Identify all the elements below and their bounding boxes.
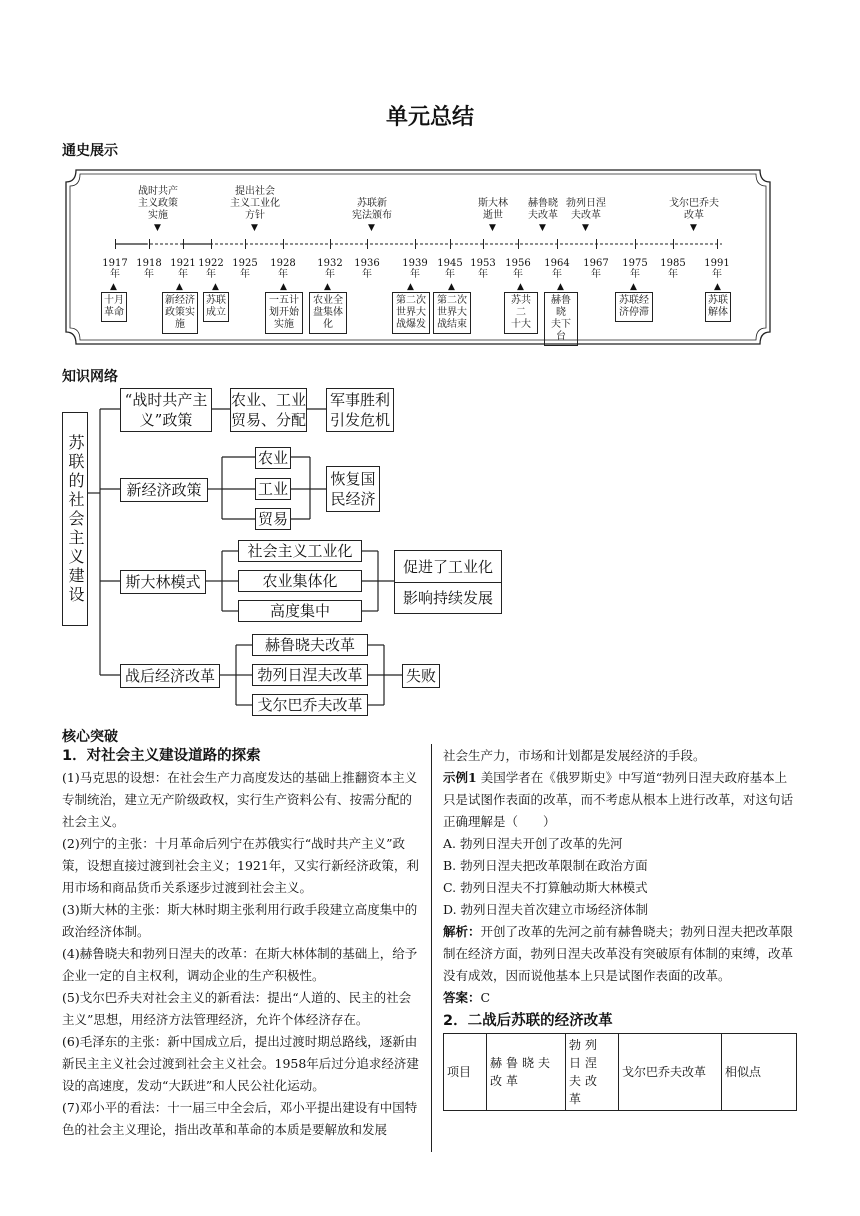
timeline-arrow-down-icon: ▼ <box>154 223 161 233</box>
timeline-year-label: 1991 年 <box>704 258 730 280</box>
timeline-year-label: 1922 年 <box>198 258 224 280</box>
right-continuation: 社会生产力，市场和计划都是发展经济的手段。 <box>443 748 706 763</box>
timeline-arrow-up-icon: ▲ <box>714 282 721 292</box>
answer-label: 答案： <box>443 990 481 1005</box>
example-text: 美国学者在《俄罗斯史》中写道“勃列日涅夫政府基本上只是试图作表面的改革，而不考虑从根本上进行改革，对这句话正确理解是（ ） <box>443 770 794 829</box>
timeline-year-label: 1985 年 <box>660 258 686 280</box>
example-label: 示例1 <box>443 770 477 785</box>
timeline-year-label: 1936 年 <box>354 258 380 280</box>
timeline-lower-event: 十月 革命 <box>101 292 127 322</box>
page-title: 单元总结 <box>385 105 474 130</box>
stalin-result: 促进了工业化 影响持续发展 <box>394 550 502 614</box>
section-core-heading: 核心突破 <box>62 729 118 745</box>
stalin-item-industrialization: 社会主义工业化 <box>238 540 362 562</box>
table-header-cell: 项目 <box>444 1034 487 1111</box>
timeline-arrow-up-icon: ▲ <box>212 282 219 292</box>
timeline-upper-event: 苏联新 宪法颁布 <box>352 198 392 221</box>
timeline-lower-event: 苏共二 十大 <box>504 292 538 334</box>
branch-postwar-reform: 战后经济改革 <box>120 664 220 688</box>
option-b: B. 勃列日涅夫把改革限制在政治方面 <box>443 858 648 873</box>
analysis <box>443 921 797 987</box>
right-heading: 2．二战后苏联的经济改革 <box>443 1013 613 1029</box>
timeline-year-label: 1925 年 <box>232 258 258 280</box>
timeline-lower-event: 一五计 划开始 实施 <box>265 292 303 334</box>
timeline-year-label: 1975 年 <box>622 258 648 280</box>
stalin-item-collectivization: 农业集体化 <box>238 570 362 592</box>
branch-war-communism-areas: 农业、工业贸易、分配 <box>230 388 307 432</box>
timeline-lower-event: 农业全 盘集体 化 <box>309 292 347 334</box>
option-a: A. 勃列日涅夫开创了改革的先河 <box>443 836 623 851</box>
timeline-tick <box>673 239 674 249</box>
timeline-lower-event: 苏联经 济停滞 <box>615 292 653 322</box>
timeline-tick <box>557 239 558 249</box>
option-c: C. 勃列日涅夫不打算触动斯大林模式 <box>443 880 648 895</box>
timeline-tick <box>183 239 184 249</box>
timeline-tick <box>367 239 368 249</box>
left-paragraphs <box>62 767 420 1141</box>
column-divider <box>431 744 432 1152</box>
timeline-arrow-down-icon: ▼ <box>690 223 697 233</box>
timeline-year-label: 1939 年 <box>402 258 428 280</box>
left-paragraph: (6)毛泽东的主张：新中国成立后，提出过渡时期总路线，逐新由新民主主义社会过渡到社会主义社会。1958年后过分追求经济建设的高速度，发动“大跃进”和人民公社化运动。 <box>62 1034 419 1093</box>
timeline-tick <box>717 239 718 249</box>
nep-result: 恢复国民经济 <box>326 466 380 512</box>
timeline-lower-event: 新经济 政策实 施 <box>162 292 198 334</box>
timeline-arrow-down-icon: ▼ <box>251 223 258 233</box>
branch-stalin-model: 斯大林模式 <box>120 570 206 594</box>
right-column <box>443 745 797 1111</box>
timeline-arrow-down-icon: ▼ <box>368 223 375 233</box>
timeline-lower-event: 赫鲁晓 夫下台 <box>544 292 578 346</box>
reform-item-brezhnev: 勃列日涅夫改革 <box>252 664 368 686</box>
left-paragraph: (2)列宁的主张：十月革命后列宁在苏俄实行“战时共产主义”政策，设想直接过渡到社会主义；1921年，又实行新经济政策，利用市场和商品货币关系逐步过渡到社会主义。 <box>62 836 419 895</box>
timeline-lower-event: 苏联 成立 <box>203 292 229 322</box>
left-paragraph: (5)戈尔巴乔夫对社会主义的新看法：提出“人道的、民主的社会主义”思想，用经济方法管理经济，允许个体经济存在。 <box>62 990 412 1027</box>
left-paragraph: (3)斯大林的主张：斯大林时期主张利用行政手段建立高度集中的政治经济体制。 <box>62 902 418 939</box>
network-root-text: 苏联的社会主义建设 <box>66 433 85 605</box>
timeline-lower-event: 苏联 解体 <box>705 292 731 322</box>
timeline-year-label: 1967 年 <box>583 258 609 280</box>
analysis-label: 解析： <box>443 924 481 939</box>
timeline-upper-event: 勃列日涅 夫改革 <box>566 198 606 221</box>
table-header-row <box>444 1034 797 1111</box>
timeline-upper-event: 戈尔巴乔夫 改革 <box>669 198 719 221</box>
option-d: D. 勃列日涅夫首次建立市场经济体制 <box>443 902 649 917</box>
timeline-upper-event: 斯大林 逝世 <box>478 198 508 221</box>
timeline-arrow-up-icon: ▲ <box>280 282 287 292</box>
timeline-arrow-up-icon: ▲ <box>407 282 414 292</box>
left-paragraph: (7)邓小平的看法：十一届三中全会后，邓小平提出建设有中国特色的社会主义理论，指出改革和革命的本质是要解放和发展 <box>62 1100 418 1137</box>
reform-comparison-table <box>443 1033 797 1111</box>
section-network-heading: 知识网络 <box>62 369 118 385</box>
timeline-tick <box>283 239 284 249</box>
timeline-year-label: 1918 年 <box>136 258 162 280</box>
left-column <box>62 745 420 1141</box>
table-header-cell: 勃列日涅夫改革 <box>566 1034 619 1111</box>
timeline-arrow-up-icon: ▲ <box>630 282 637 292</box>
timeline-year-label: 1945 年 <box>437 258 463 280</box>
timeline-arrow-down-icon: ▼ <box>582 223 589 233</box>
timeline-tick <box>596 239 597 249</box>
timeline-tick <box>635 239 636 249</box>
reform-item-khrushchev: 赫鲁晓夫改革 <box>252 634 368 656</box>
timeline-tick <box>450 239 451 249</box>
timeline-arrow-up-icon: ▲ <box>176 282 183 292</box>
reform-result: 失败 <box>402 664 440 688</box>
timeline-year-label: 1956 年 <box>505 258 531 280</box>
timeline-tick <box>245 239 246 249</box>
timeline-tick <box>115 239 116 249</box>
table-header-cell: 赫鲁晓夫改革 <box>487 1034 566 1111</box>
reform-item-gorbachev: 戈尔巴乔夫改革 <box>252 694 368 716</box>
left-paragraph: (1)马克思的设想：在社会生产力高度发达的基础上推翻资本主义专制统治，建立无产阶级政权，实行生产资料公有、按需分配的社会主义。 <box>62 770 418 829</box>
analysis-text: 开创了改革的先河之前有赫鲁晓夫；勃列日涅夫把改革限制在经济方面，勃列日涅夫改革没有突破原有体制的束缚，改革没有成效，因而说他基本上只是试图作表面的改革。 <box>443 924 794 983</box>
timeline-tick <box>483 239 484 249</box>
timeline-arrow-up-icon: ▲ <box>448 282 455 292</box>
timeline-upper-event: 战时共产 主义政策 实施 <box>138 186 178 221</box>
nep-item-agriculture: 农业 <box>255 447 291 469</box>
answer-text: C <box>480 990 491 1005</box>
timeline-tick <box>149 239 150 249</box>
timeline-tick <box>518 239 519 249</box>
timeline-arrow-down-icon: ▼ <box>539 223 546 233</box>
timeline-year-label: 1917 年 <box>102 258 128 280</box>
timeline-arrow-up-icon: ▲ <box>110 282 117 292</box>
timeline-year-label: 1928 年 <box>270 258 296 280</box>
timeline-arrow-down-icon: ▼ <box>489 223 496 233</box>
nep-item-trade: 贸易 <box>255 508 291 530</box>
timeline-year-label: 1953 年 <box>470 258 496 280</box>
answer <box>443 987 797 1009</box>
network-root-box <box>62 412 88 626</box>
stalin-item-centralization: 高度集中 <box>238 600 362 622</box>
timeline-lower-event: 第二次 世界大 战结束 <box>433 292 471 334</box>
nep-item-industry: 工业 <box>255 478 291 500</box>
left-paragraph: (4)赫鲁晓夫和勃列日涅夫的改革：在斯大林体制的基础上，给予企业一定的自主权利，调动企业的生产积极性。 <box>62 946 418 983</box>
section-history-heading: 通史展示 <box>62 143 118 159</box>
timeline-year-label: 1932 年 <box>317 258 343 280</box>
left-heading: 1．对社会主义建设道路的探索 <box>62 748 261 764</box>
timeline-upper-event: 提出社会 主义工业化 方针 <box>230 186 280 221</box>
timeline-arrow-up-icon: ▲ <box>557 282 564 292</box>
table-header-cell: 戈尔巴乔夫改革 <box>619 1034 722 1111</box>
timeline-lower-event: 第二次 世界大 战爆发 <box>392 292 430 334</box>
timeline-year-label: 1921 年 <box>170 258 196 280</box>
branch-war-communism-result: 军事胜利引发危机 <box>326 388 394 432</box>
timeline-tick <box>415 239 416 249</box>
timeline-arrow-up-icon: ▲ <box>324 282 331 292</box>
branch-war-communism: “战时共产主义”政策 <box>120 388 212 432</box>
table-header-cell: 相似点 <box>722 1034 797 1111</box>
branch-nep: 新经济政策 <box>120 478 208 502</box>
timeline-arrow-up-icon: ▲ <box>517 282 524 292</box>
timeline-tick <box>330 239 331 249</box>
example-1 <box>443 767 797 833</box>
timeline-upper-event: 赫鲁晓 夫改革 <box>528 198 558 221</box>
timeline-tick <box>211 239 212 249</box>
timeline-year-label: 1964 年 <box>544 258 570 280</box>
